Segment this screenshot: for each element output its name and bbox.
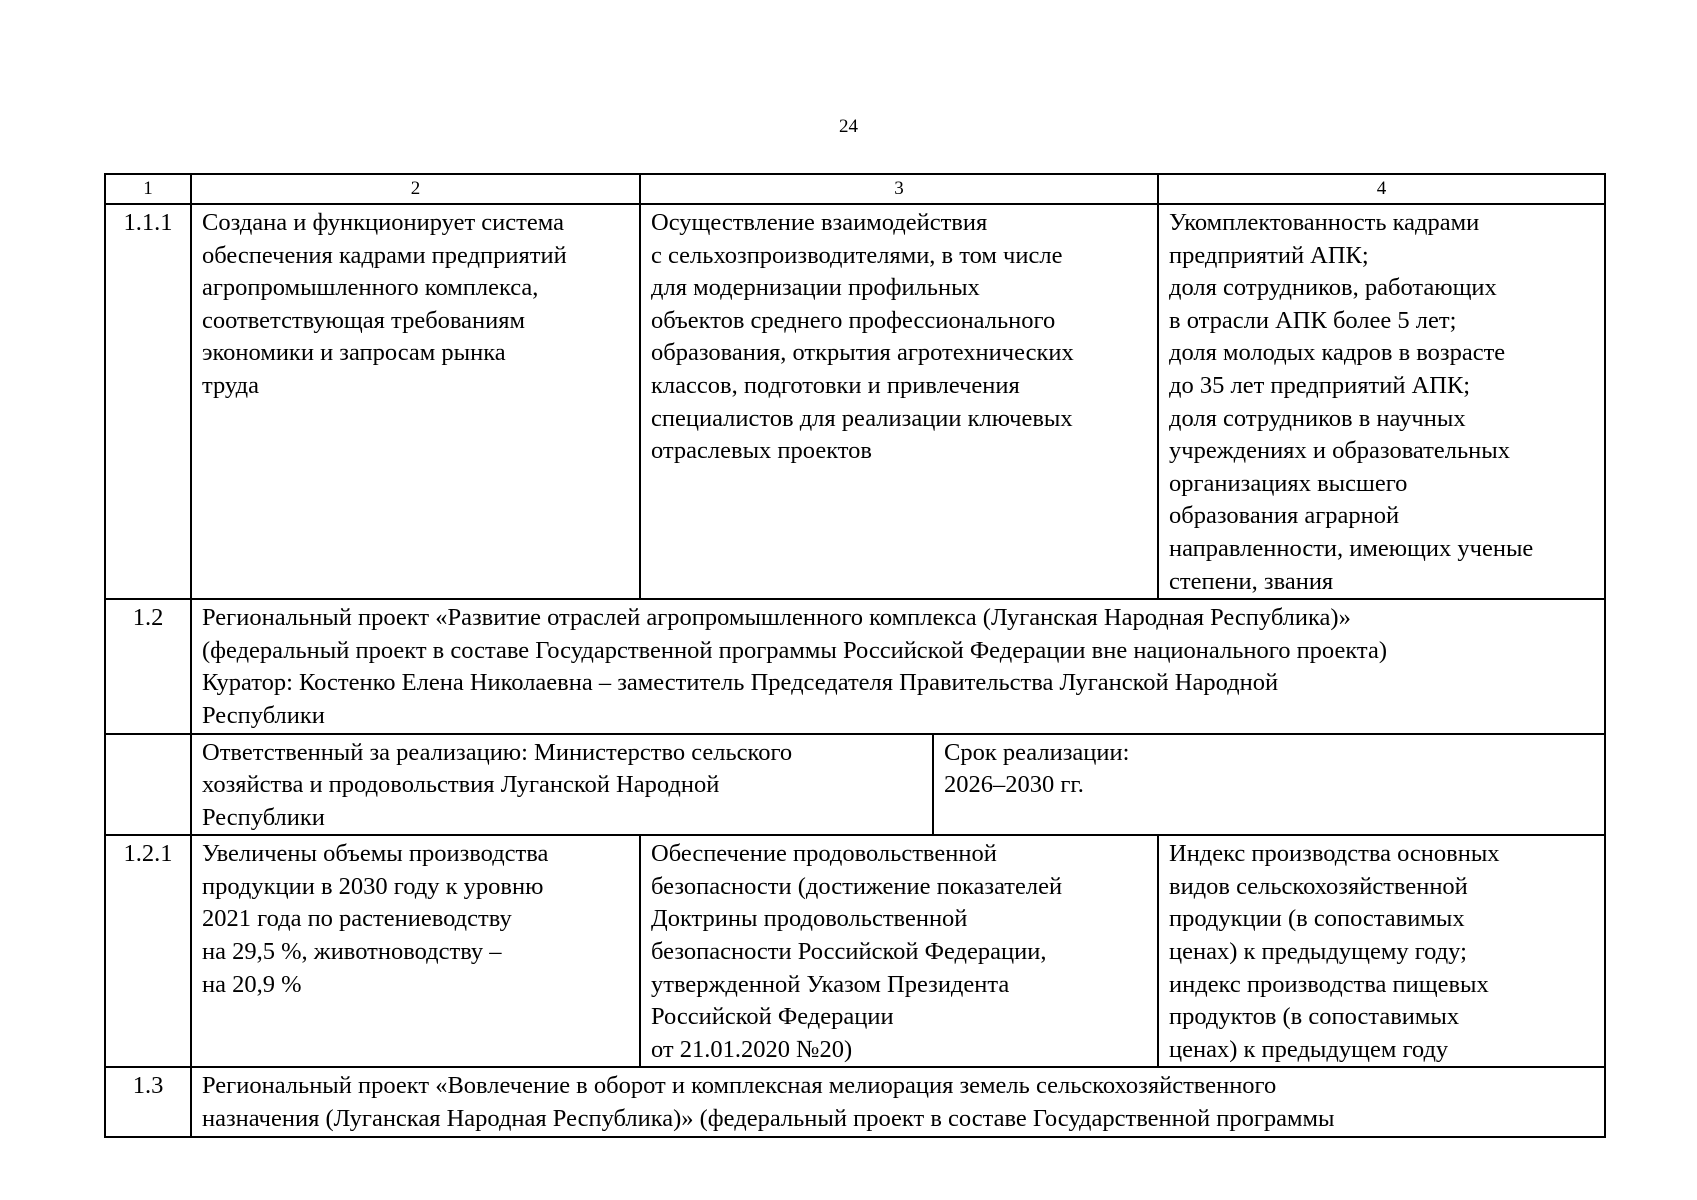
header-col-4: 4 xyxy=(1158,174,1605,204)
indicator-cell: Укомплектованность кадрами предприятий АПК; доля сотрудников, работающих в отрасли АПК более 5 лет; доля молодых кадров в возрасте до 35 лет предприятий АПК; доля сотрудников в научных учреждениях и образовательных организациях высшего образования аграрной направленности, имеющих ученые степени, звания xyxy=(1158,204,1605,599)
project-description-cell: Региональный проект «Вовлечение в оборот и комплексная мелиорация земель сельскохозяйственного назначения (Луганская Народная Республика)» (федеральный проект в составе Государственной программы xyxy=(191,1067,1605,1136)
measure-cell: Осуществление взаимодействия с сельхозпроизводителями, в том числе для модернизации профильных объектов среднего профессионального образования, открытия агротехнических классов, подготовки и привлечения специалистов для реализации ключевых отраслевых проектов xyxy=(640,204,1158,599)
measure-cell: Обеспечение продовольственной безопасности (достижение показателей Доктрины продовольственной безопасности Российской Федерации, утвержденной Указом Президента Российской Федерации от 21.01.2020 №20) xyxy=(640,835,1158,1067)
row-number: 1.3 xyxy=(105,1067,191,1136)
row-number: 1.1.1 xyxy=(105,204,191,599)
table-row-1-3 xyxy=(105,1067,1605,1136)
table-row-1-2-responsible xyxy=(105,734,1605,836)
result-cell: Создана и функционирует система обеспечения кадрами предприятий агропромышленного комплекса, соответствующая требованиям экономики и запросам рынка труда xyxy=(191,204,640,599)
term-cell: Срок реализации: 2026–2030 гг. xyxy=(933,734,1605,836)
indicator-cell: Индекс производства основных видов сельскохозяйственной продукции (в сопоставимых ценах) к предыдущему году; индекс производства пищевых продуктов (в сопоставимых ценах) к предыдущем году xyxy=(1158,835,1605,1067)
header-col-2: 2 xyxy=(191,174,640,204)
table-row-1-2 xyxy=(105,599,1605,733)
row-number: 1.2 xyxy=(105,599,191,733)
responsible-cell: Ответственный за реализацию: Министерство сельского хозяйства и продовольствия Луганской Народной Республики xyxy=(191,734,933,836)
table-row-1-2-1 xyxy=(105,835,1605,1067)
row-number-empty xyxy=(105,734,191,836)
measures-table xyxy=(104,173,1606,1138)
result-cell: Увеличены объемы производства продукции в 2030 году к уровню 2021 года по растениеводству на 29,5 %, животноводству – на 20,9 % xyxy=(191,835,640,1067)
row-number: 1.2.1 xyxy=(105,835,191,1067)
page-number: 24 xyxy=(839,116,858,137)
header-col-3: 3 xyxy=(640,174,1158,204)
project-description-cell: Региональный проект «Развитие отраслей агропромышленного комплекса (Луганская Народная Республика)» (федеральный проект в составе Государственной программы Российской Федерации вне национального проекта) Куратор: Костенко Елена Николаевна – заместитель Председателя Правительства Луганской Народной Республики xyxy=(191,599,1605,733)
header-col-1: 1 xyxy=(105,174,191,204)
table-row-1-1-1 xyxy=(105,204,1605,599)
table-header-row xyxy=(105,174,1605,204)
